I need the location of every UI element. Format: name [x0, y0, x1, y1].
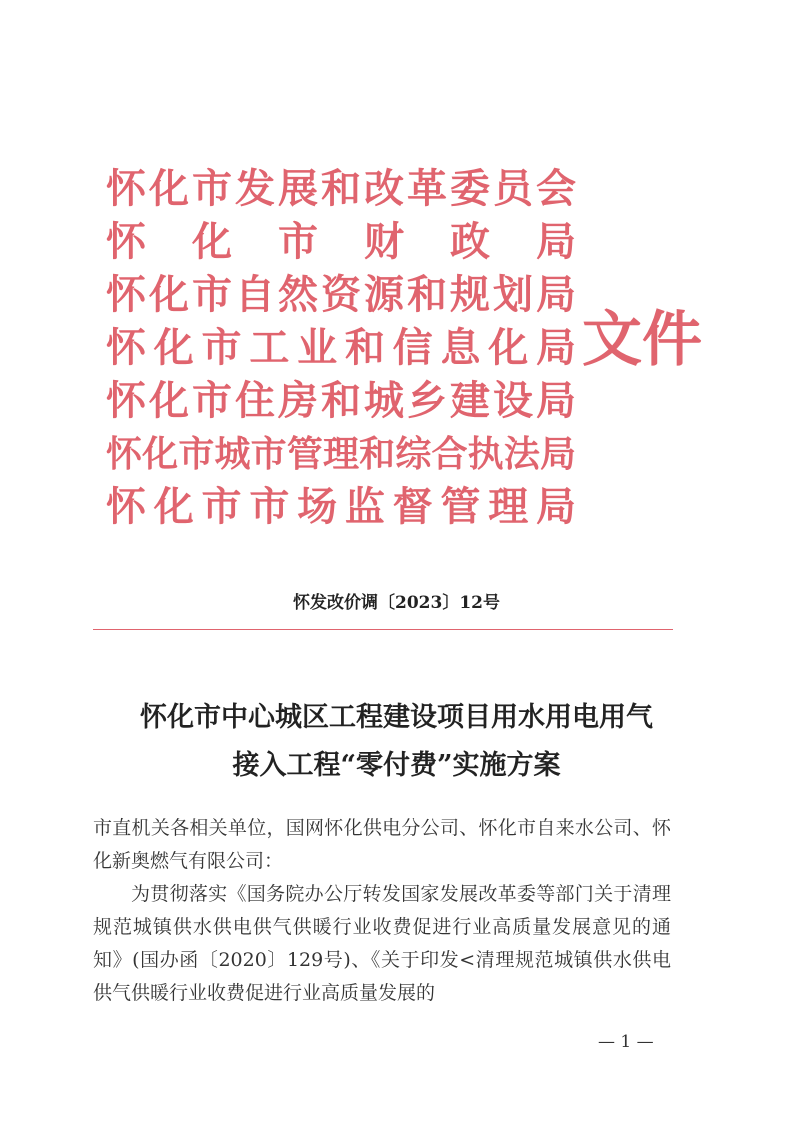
title-line-2: 接入工程“零付费”实施方案 — [232, 750, 561, 781]
issuer-line: 怀化市财政局 — [106, 219, 576, 265]
body-paragraph: 为贯彻落实《国务院办公厅转发国家发展改革委等部门关于清理规范城镇供水供电供气供暖行业收费促进行业高质量发展意见的通知》(国办函〔2020〕129号)、《关于印发<清理规范城镇供水供电供气供暖行业收费促进行业高质量发展的 — [93, 883, 671, 1004]
page-number: — 1 — — [598, 1032, 654, 1052]
document-title — [0, 694, 793, 790]
issuer-line: 怀化市市场监督管理局 — [106, 484, 576, 530]
issuer-line: 怀化市住房和城乡建设局 — [106, 378, 576, 424]
title-line-1: 怀化市中心城区工程建设项目用水用电用气 — [140, 702, 653, 733]
header-divider — [93, 629, 673, 630]
issuer-line: 怀化市工业和信息化局 — [106, 325, 576, 371]
addressee: 市直机关各相关单位，国网怀化供电分公司、怀化市自来水公司、怀化新奥燃气有限公司： — [93, 817, 671, 872]
header-suffix: 文件 — [582, 305, 702, 375]
issuer-line: 怀化市城市管理和综合执法局 — [106, 434, 576, 475]
issuer-line: 怀化市发展和改革委员会 — [106, 166, 576, 212]
issuing-authorities — [106, 163, 576, 534]
document-number: 怀发改价调〔2023〕12号 — [293, 593, 500, 613]
document-body — [93, 812, 671, 1010]
issuer-line: 怀化市自然资源和规划局 — [106, 272, 576, 318]
